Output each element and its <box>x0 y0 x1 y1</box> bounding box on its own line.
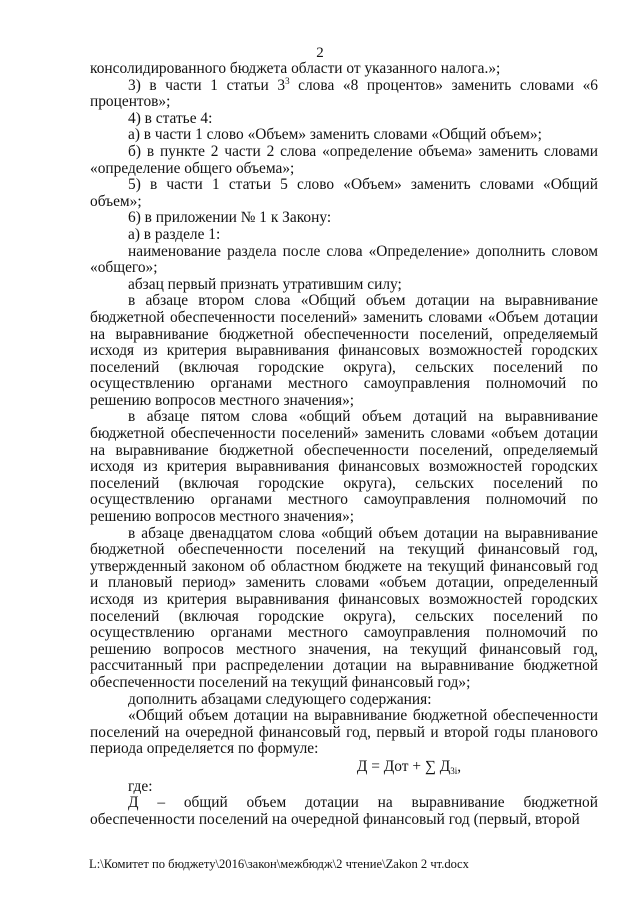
paragraph-definition: Д – общий объем дотации на выравнивание бюджетной обеспеченности поселений на очередной финансовый год (первый, второй <box>90 794 598 828</box>
formula-subscript: 3i <box>450 765 458 776</box>
paragraph-7: 6) в приложении № 1 к Закону: <box>128 209 332 227</box>
paragraph-where: где: <box>128 777 153 795</box>
paragraph-4: а) в части 1 слово «Объем» заменить словами «Общий объем»; <box>128 126 542 144</box>
paragraph-3: 4) в статье 4: <box>128 109 213 127</box>
footer-file-path: L:\Комитет по бюджету\2016\закон\межбюдж\2 чтение\Zakon 2 чт.docx <box>89 857 469 871</box>
paragraph-2-pre: 3) в части 1 статьи 3 <box>128 76 286 94</box>
document-body <box>90 61 598 828</box>
paragraph-1: консолидированного бюджета области от указанного налога.»; <box>90 60 501 77</box>
formula-main: Д = Дот + ∑ Д <box>356 757 451 775</box>
formula <box>90 759 598 776</box>
paragraph-2-post: слова «8 процентов» заменить словами «6 процентов»; <box>90 76 598 111</box>
paragraph-12: в абзаце пятом слова «общий объем дотаций на выравнивание бюджетной обеспеченности поселений» заменить словами «объем дотации на выравнивание бюджетной обеспеченности поселений, определяемый исходя из критерия выравнивания финансовых возможностей городских поселений (включая городские округа), сельских поселений по осуществлению органами местного самоуправления полномочий по решению вопросов местного значения»; <box>90 408 598 526</box>
paragraph-6: 5) в части 1 статьи 5 слово «Объем» заменить словами «Общий объем»; <box>90 176 598 210</box>
page-number: 2 <box>316 45 324 61</box>
paragraph-14: дополнить абзацами следующего содержания: <box>128 690 432 708</box>
paragraph-2 <box>90 75 598 111</box>
paragraph-11: в абзаце втором слова «Общий объем дотации на выравнивание бюджетной обеспеченности поселений» заменить словами «Объем дотации на выравнивание бюджетной обеспеченности поселений, определяемый исходя из критерия выравнивания финансовых возможностей городских поселений (включая городские округа), сельских поселений по осуществлению органами местного самоуправления полномочий по решению вопросов местного значения»; <box>90 292 598 409</box>
paragraph-5: б) в пункте 2 части 2 слова «определение объема» заменить словами «определение общего объема»; <box>90 142 598 177</box>
paragraph-15: «Общий объем дотации на выравнивание бюджетной обеспеченности поселений на очередной финансовый год, первый и второй годы планового периода определяется по формуле: <box>90 707 598 758</box>
paragraph-9: наименование раздела после слова «Определение» дополнить словом «общего»; <box>90 242 598 277</box>
superscript-3: 3 <box>285 75 290 86</box>
formula-tail: , <box>457 757 462 775</box>
paragraph-8: а) в разделе 1: <box>128 225 221 243</box>
paragraph-13: в абзаце двенадцатом слова «общий объем дотации на выравнивание бюджетной обеспеченности поселений на текущий финансовый год, утвержденный законом об областном бюджете на текущий финансовый год и плановый период» заменить словами «объем дотации, определенный исходя из критерия выравнивания финансовых возможностей городских поселений (включая городские округа), сельских поселений по осуществлению органами местного самоуправления полномочий по решению вопросов местного значения, на текущий финансовый год, рассчитанный при распределении дотации на выравнивание бюджетной обеспеченности поселений на текущий финансовый год»; <box>90 524 598 691</box>
paragraph-10: абзац первый признать утратившим силу; <box>128 275 402 293</box>
